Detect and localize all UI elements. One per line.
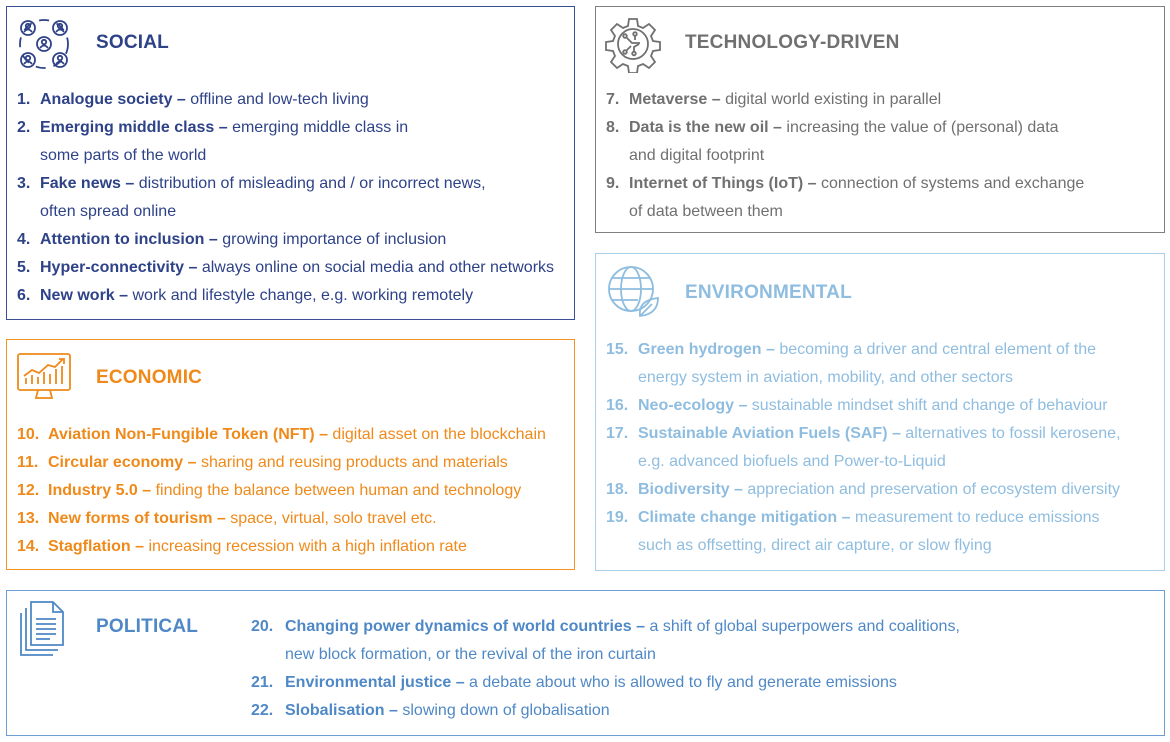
list-item: 9. Internet of Things (IoT) – connection of systems and exchange of data between them (606, 175, 1085, 220)
economic-title: ECONOMIC (96, 367, 203, 388)
technology-title: TECHNOLOGY-DRIVEN (685, 32, 900, 53)
list-item: 5. Hyper-connectivity – always online on social media and other networks (17, 259, 555, 276)
people-network-icon (15, 15, 73, 73)
list-item: 15. Green hydrogen – becoming a driver and central element of the energy system in aviation, mobility, and other sectors (606, 341, 1096, 386)
social-box (6, 6, 575, 320)
economic-box (6, 339, 575, 570)
gear-circuit-icon (604, 15, 662, 73)
political-box (6, 590, 1165, 736)
environmental-title: ENVIRONMENTAL (685, 282, 852, 303)
list-item: 4. Attention to inclusion – growing importance of inclusion (17, 231, 447, 248)
list-item: 17. Sustainable Aviation Fuels (SAF) – alternatives to fossil kerosene, e.g. advanced biofuels and Power-to-Liquid (606, 425, 1121, 470)
list-item: 8. Data is the new oil – increasing the value of (personal) data and digital footprint (606, 119, 1059, 164)
list-item: 18. Biodiversity – appreciation and preservation of ecosystem diversity (606, 481, 1121, 498)
list-item: 13. New forms of tourism – space, virtual, solo travel etc. (17, 510, 437, 527)
list-item: 14. Stagflation – increasing recession with a high inflation rate (17, 538, 467, 555)
list-item: 3. Fake news – distribution of misleading and / or incorrect news, often spread online (17, 175, 486, 220)
technology-box (595, 6, 1165, 233)
technology-list (606, 86, 1161, 226)
list-item: 16. Neo-ecology – sustainable mindset shift and change of behaviour (606, 397, 1108, 414)
environmental-box (595, 253, 1165, 571)
list-item: 11. Circular economy – sharing and reusing products and materials (17, 454, 508, 471)
economic-list (17, 421, 572, 561)
list-item: 10. Aviation Non-Fungible Token (NFT) – digital asset on the blockchain (17, 426, 546, 443)
list-item: 20. Changing power dynamics of world countries – a shift of global superpowers and coalitions, new block formation, or the revival of the iron curtain (251, 618, 960, 663)
social-title: SOCIAL (96, 32, 169, 53)
political-list (251, 613, 1151, 725)
list-item: 21. Environmental justice – a debate about who is allowed to fly and generate emissions (251, 674, 897, 691)
social-list (17, 86, 572, 310)
list-item: 7. Metaverse – digital world existing in parallel (606, 91, 942, 108)
list-item: 22. Slobalisation – slowing down of globalisation (251, 702, 610, 719)
list-item: 1. Analogue society – offline and low-tech living (17, 91, 369, 108)
list-item: 12. Industry 5.0 – finding the balance between human and technology (17, 482, 522, 499)
list-item: 19. Climate change mitigation – measurement to reduce emissions such as offsetting, direct air capture, or slow flying (606, 509, 1100, 554)
environmental-list (606, 336, 1161, 560)
documents-icon (17, 599, 69, 659)
globe-leaf-icon (604, 262, 662, 320)
political-title: POLITICAL (96, 616, 199, 637)
chart-monitor-icon (15, 350, 73, 402)
list-item: 6. New work – work and lifestyle change, e.g. working remotely (17, 287, 474, 304)
list-item: 2. Emerging middle class – emerging middle class in some parts of the world (17, 119, 409, 164)
